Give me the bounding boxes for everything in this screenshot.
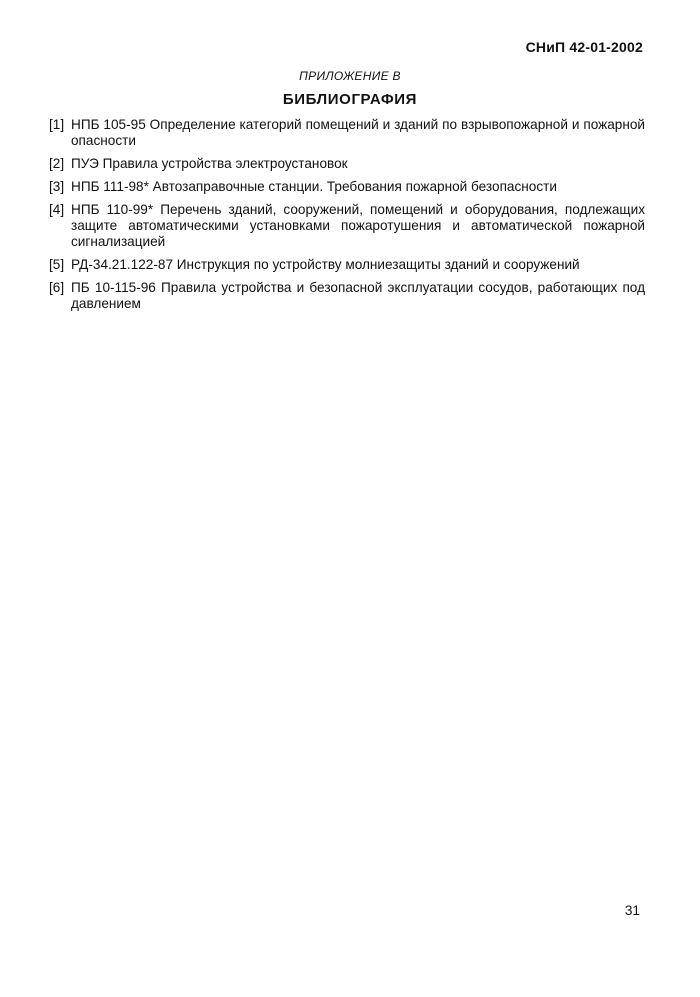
bibliography-entry bbox=[49, 156, 645, 172]
entry-text: НПБ 105-95 Определение категорий помещений и зданий по взрывопожарной и пожарной опасности bbox=[71, 117, 645, 148]
entry-number: [3] bbox=[49, 179, 65, 194]
bibliography-entry bbox=[49, 179, 645, 195]
section-title: БИБЛИОГРАФИЯ bbox=[282, 91, 418, 108]
entry-number: [5] bbox=[49, 257, 65, 272]
entry-text: РД-34.21.122-87 Инструкция по устройству молниезащиты зданий и сооружений bbox=[71, 257, 580, 272]
bibliography-entry bbox=[49, 117, 645, 149]
bibliography-entry bbox=[49, 257, 645, 273]
entry-number: [4] bbox=[49, 202, 65, 217]
page-number: 31 bbox=[624, 903, 640, 918]
entry-text: ПУЭ Правила устройства электроустановок bbox=[71, 156, 348, 171]
appendix-label: ПРИЛОЖЕНИЕ В bbox=[299, 69, 401, 83]
bibliography-list bbox=[49, 117, 645, 319]
entry-text: НПБ 110-99* Перечень зданий, сооружений, помещений и оборудования, подлежащих защите автоматическими установками пожаротушения и автоматической пожарной сигнализацией bbox=[71, 202, 645, 249]
entry-number: [2] bbox=[49, 156, 65, 171]
entry-number: [6] bbox=[49, 280, 65, 295]
document-code: СНиП 42-01-2002 bbox=[525, 39, 643, 55]
entry-text: НПБ 111-98* Автозаправочные станции. Требования пожарной безопасности bbox=[71, 179, 557, 194]
bibliography-entry bbox=[49, 202, 645, 250]
bibliography-entry bbox=[49, 280, 645, 312]
entry-number: [1] bbox=[49, 117, 65, 132]
entry-text: ПБ 10-115-96 Правила устройства и безопасной эксплуатации сосудов, работающих под давлением bbox=[71, 280, 645, 311]
